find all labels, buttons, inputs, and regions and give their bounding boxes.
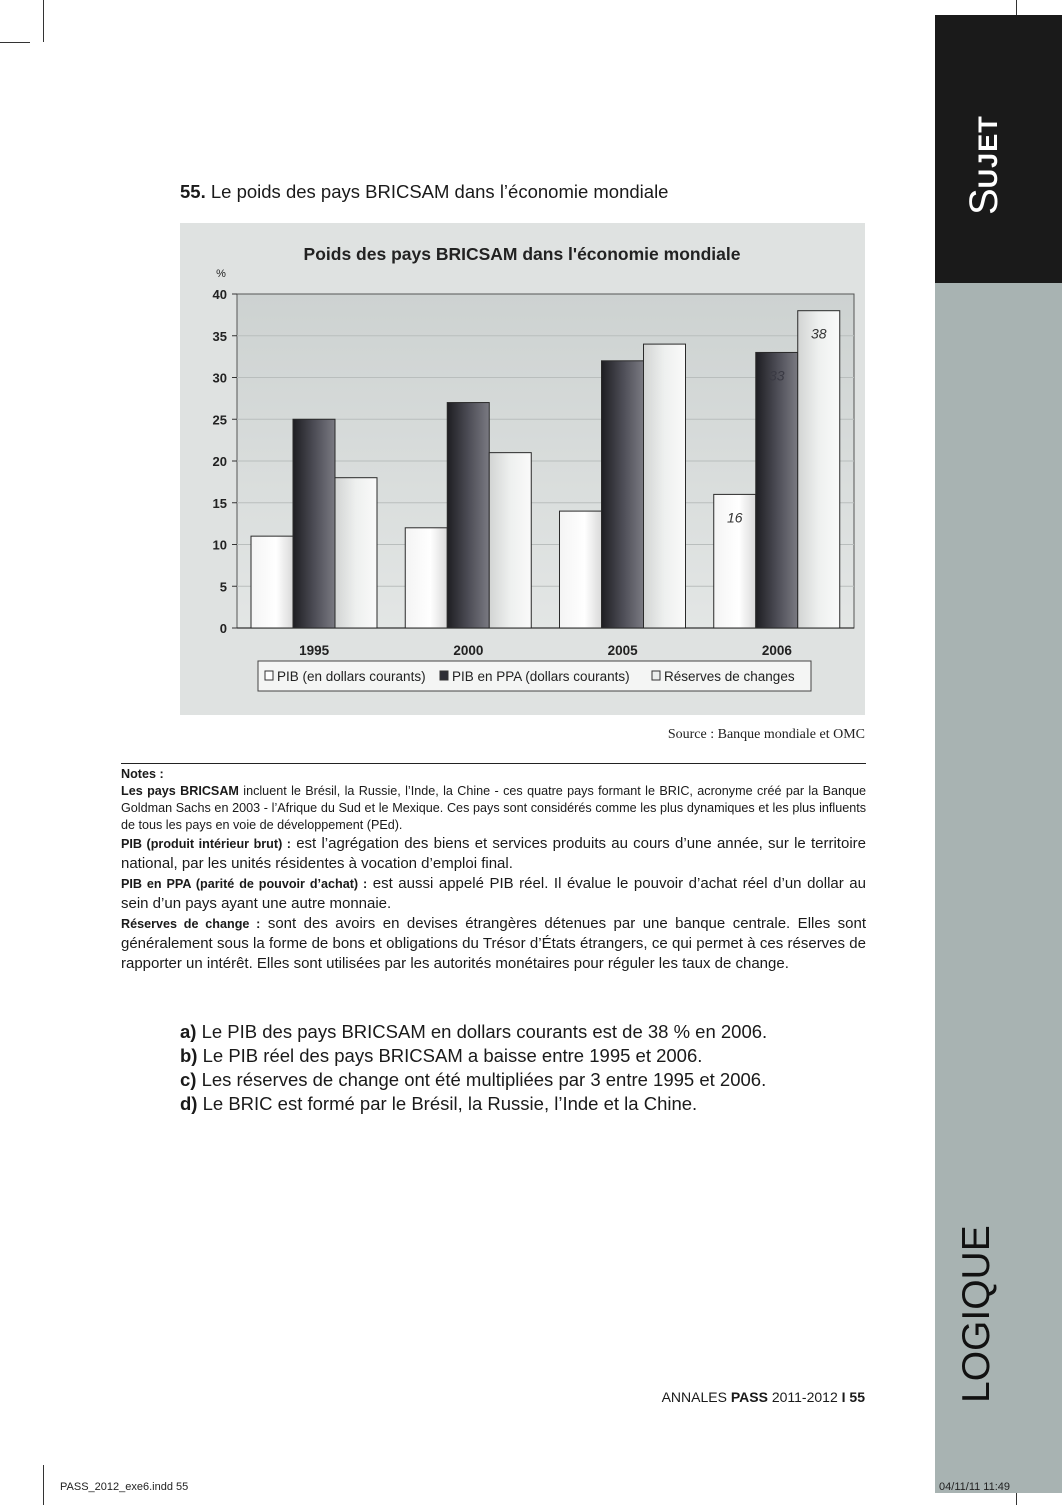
x-tick-label: 2006 xyxy=(761,643,792,658)
bar-2000-series-3 xyxy=(489,453,531,628)
notes-divider xyxy=(121,763,866,764)
x-tick-label: 2000 xyxy=(453,643,484,658)
print-slug-date: 04/11/11 11:49 xyxy=(939,1481,1010,1493)
bar-2005-series-3 xyxy=(644,344,686,628)
crop-mark xyxy=(43,1465,44,1505)
crop-mark xyxy=(0,42,30,43)
notes-section xyxy=(121,766,866,974)
answer-option-d[interactable]: d) Le BRIC est formé par le Brésil, la Russie, l’Inde et la Chine. xyxy=(180,1093,698,1114)
y-tick-label: 10 xyxy=(212,537,227,553)
notes-heading: Notes : xyxy=(121,767,164,781)
data-label: 33 xyxy=(768,367,785,384)
answer-option-a[interactable]: a) Le PIB des pays BRICSAM en dollars courants est de 38 % en 2006. xyxy=(180,1021,768,1042)
crop-mark xyxy=(43,0,44,42)
x-tick-label: 1995 xyxy=(299,643,330,658)
answer-options xyxy=(180,1020,880,1116)
y-tick-label: 25 xyxy=(212,412,227,428)
y-tick-label: 35 xyxy=(212,328,227,344)
chart-panel xyxy=(180,223,865,715)
page-footer: ANNALES PASS 2011-2012 I 55 xyxy=(661,1389,865,1405)
note-reserves: Réserves de change : sont des avoirs en devises étrangères détenues par une banque centrale. Elles sont généralement sous la forme de bons et obligations du Trésor d’États étrangers, ce qui permet à ces réserves de rapporter un intérêt. Elles sont utilisées par les autorités monétaires pour réguler les taux de change. xyxy=(121,915,867,972)
note-ppa: PIB en PPA (parité de pouvoir d’achat) : est aussi appelé PIB réel. Il évalue le pouvoir d’achat réel d’un dollar au sein d’un pays ayant une autre monnaie. xyxy=(121,875,866,912)
note-bricsam: Les pays BRICSAM incluent le Brésil, la Russie, l’Inde, la Chine - ces quatre pays formant le BRIC, acronyme créé par la Banque Goldman Sachs en 2003 - l’Afrique du Sud et le Mexique. Ces pays sont considérés comme les plus dynamiques et les plus influents de tous les pays en voie de développement (PEd). xyxy=(121,784,866,832)
bar-2000-series-1 xyxy=(405,528,447,628)
y-tick-label: 15 xyxy=(212,495,227,511)
bar-2006-series-2 xyxy=(756,352,798,628)
question-title: 55. Le poids des pays BRICSAM dans l’économie mondiale xyxy=(180,181,669,202)
note-pib: PIB (produit intérieur brut) : est l’agrégation des biens et services produits au cours d’une année, sur le territoire national, par les unités résidentes à vocation d’emploi final. xyxy=(121,835,866,872)
data-label: 16 xyxy=(726,509,743,526)
legend-entry: PIB en PPA (dollars courants) xyxy=(452,669,630,684)
y-tick-label: 40 xyxy=(212,287,227,302)
print-slug-file: PASS_2012_exe6.indd 55 xyxy=(60,1481,189,1493)
legend-swatch xyxy=(440,671,448,680)
y-tick-label: 0 xyxy=(219,621,227,636)
bar-2000-series-2 xyxy=(447,403,489,628)
bar-1995-series-3 xyxy=(335,478,377,628)
bar-2006-series-3 xyxy=(798,311,840,628)
legend-swatch xyxy=(652,671,660,680)
chart-source: Source : Banque mondiale et OMC xyxy=(667,727,865,742)
bar-1995-series-2 xyxy=(293,419,335,628)
bar-chart xyxy=(180,223,865,715)
x-tick-label: 2005 xyxy=(607,643,638,658)
y-tick-label: 30 xyxy=(212,370,227,386)
bar-2005-series-2 xyxy=(602,361,644,628)
legend-entry: Réserves de changes xyxy=(664,669,795,684)
sidebar-sujet-label: SUJET xyxy=(962,115,1006,215)
legend-swatch xyxy=(265,671,273,680)
answer-option-c[interactable]: c) Les réserves de change ont été multipliées par 3 entre 1995 et 2006. xyxy=(180,1069,767,1090)
y-tick-label: 5 xyxy=(219,579,227,595)
bar-1995-series-1 xyxy=(251,536,293,628)
sidebar-section-label: LOGIQUE xyxy=(955,1225,998,1403)
y-axis-label: % xyxy=(216,268,226,280)
chart-title: Poids des pays BRICSAM dans l'économie mondiale xyxy=(303,244,741,264)
data-label: 38 xyxy=(810,325,827,342)
y-tick-label: 20 xyxy=(212,454,227,469)
bar-2005-series-1 xyxy=(560,511,602,628)
answer-option-b[interactable]: b) Le PIB réel des pays BRICSAM a baisse entre 1995 et 2006. xyxy=(180,1045,703,1066)
legend-entry: PIB (en dollars courants) xyxy=(277,669,426,684)
